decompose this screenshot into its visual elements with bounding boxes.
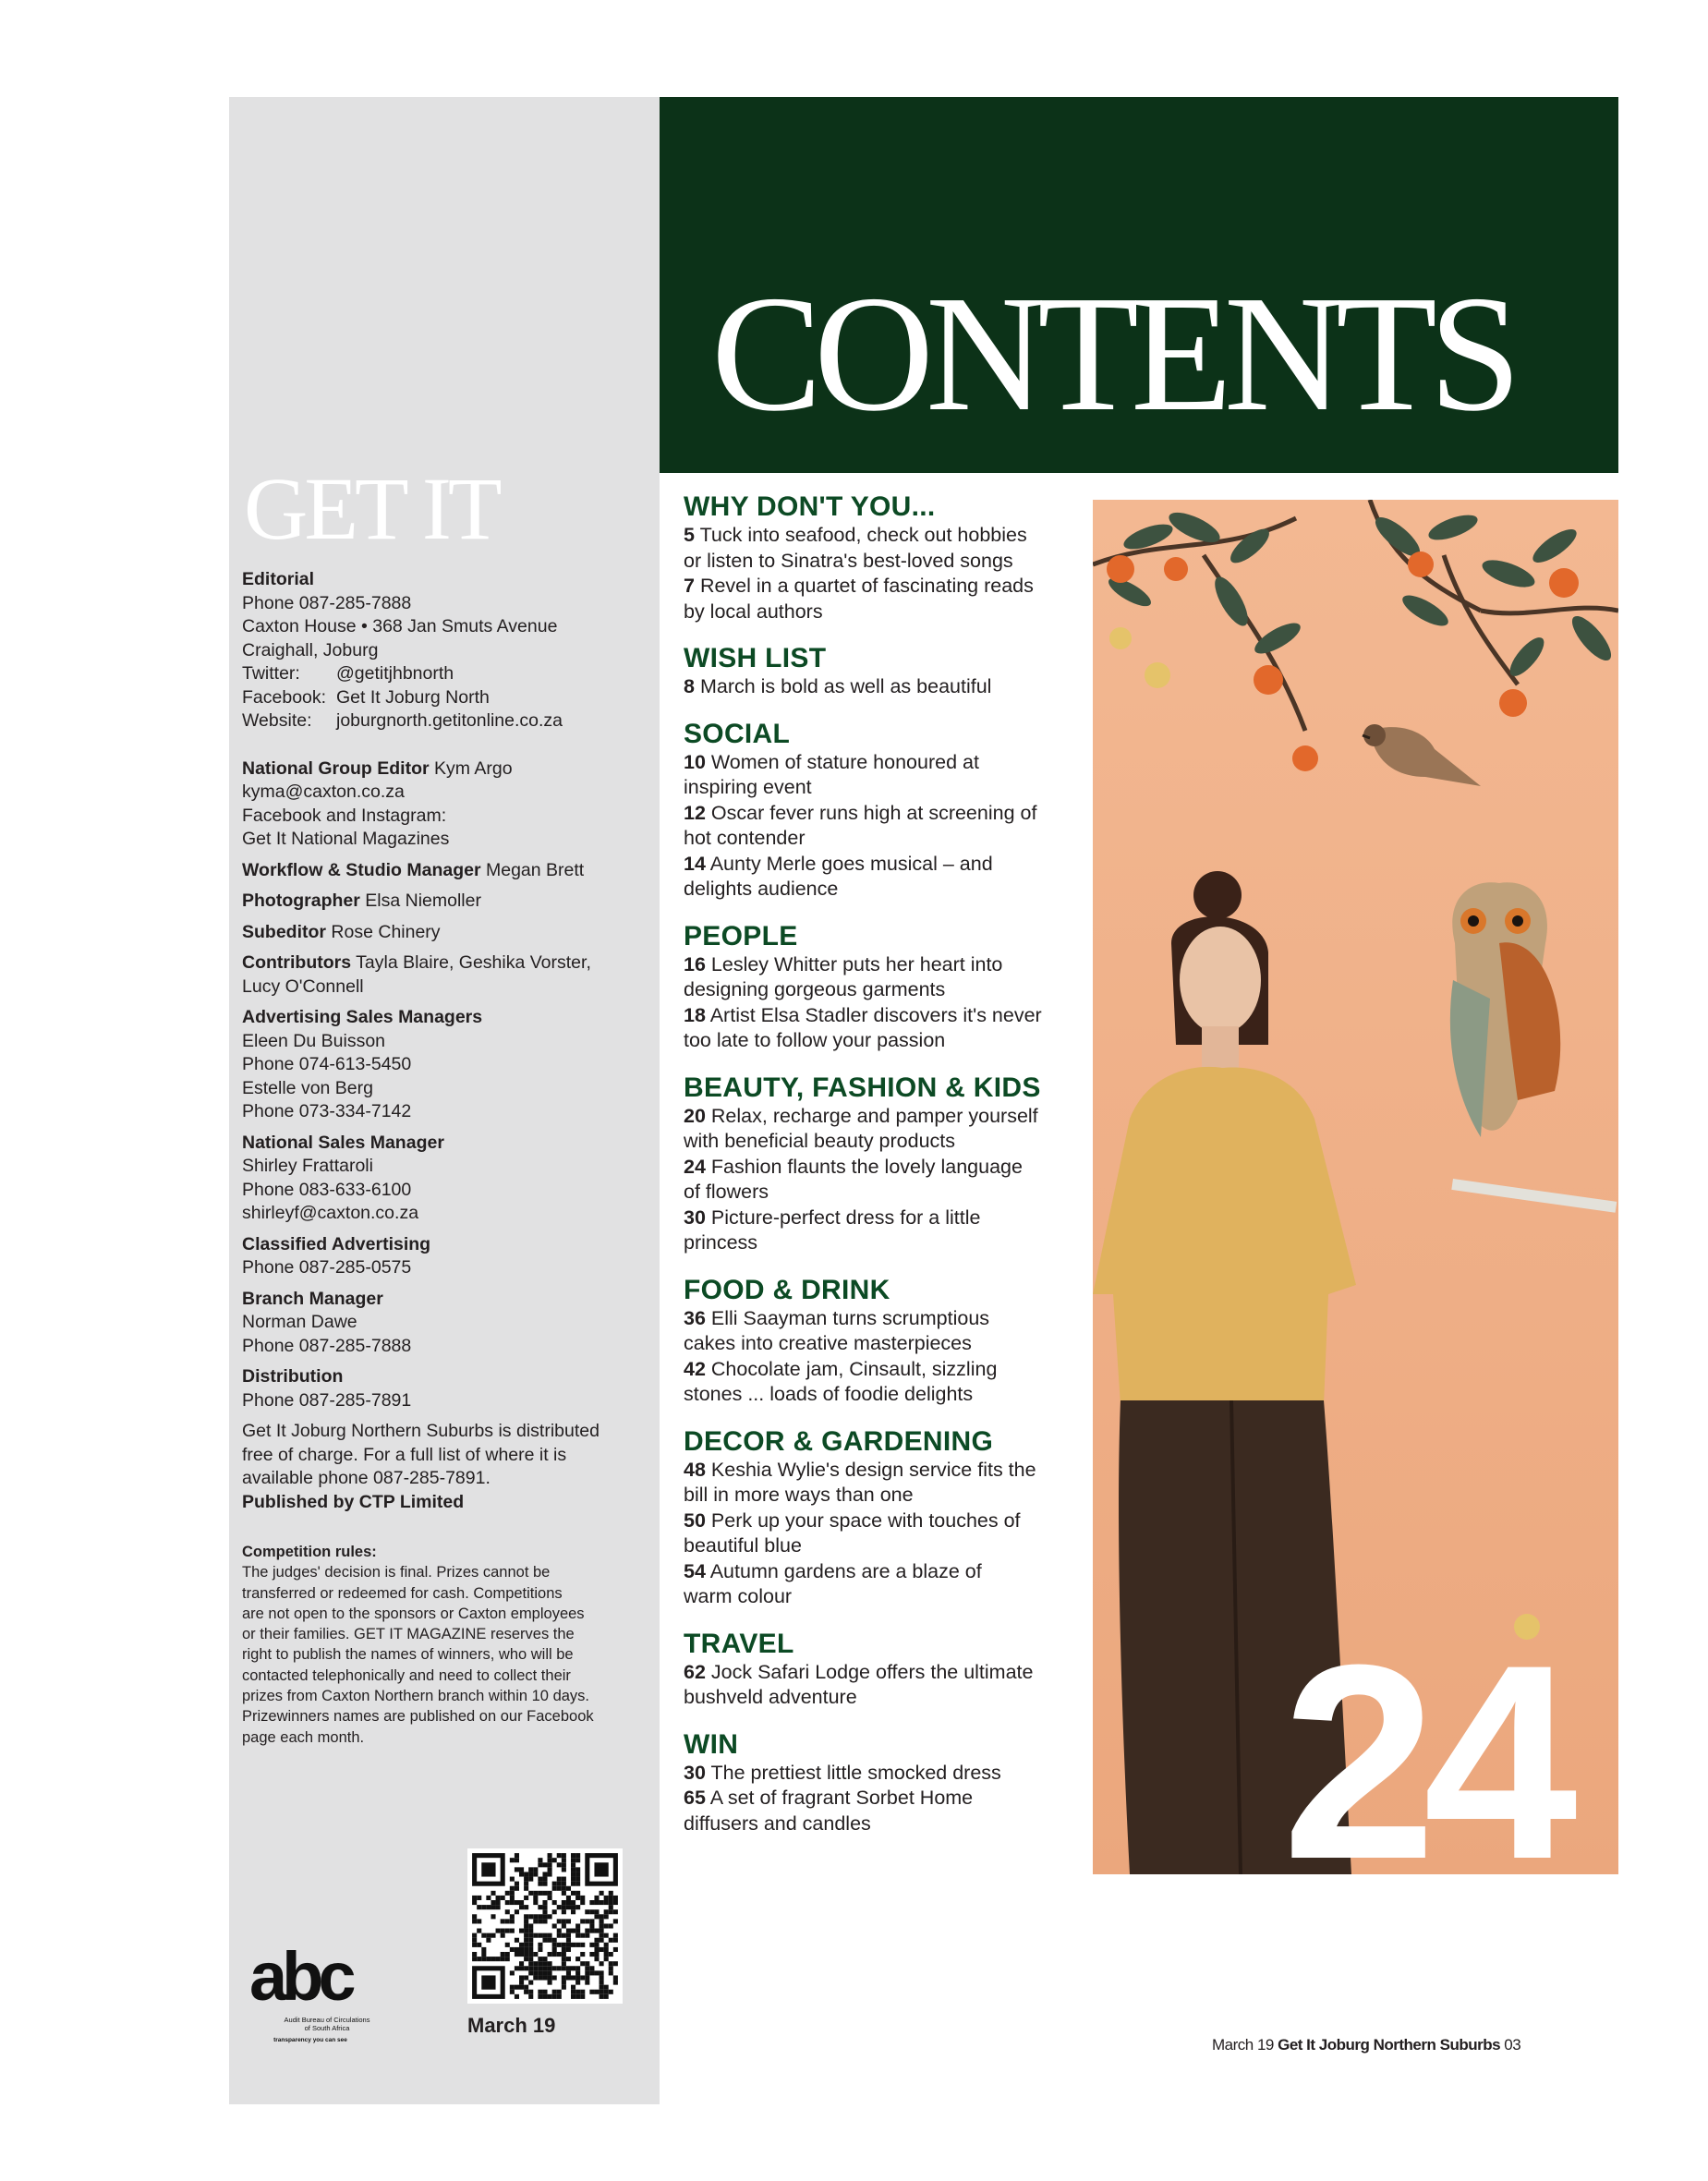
- toc-entry-title: Tuck into seafood, check out hobbies or listen to Sinatra's best-loved songs: [684, 524, 1027, 572]
- distribution-note-block: [242, 1420, 648, 1514]
- twitter-handle: @getitjhbnorth: [336, 663, 454, 684]
- photographer-name: Elsa Niemoller: [365, 891, 481, 911]
- photographer-block: [242, 890, 648, 914]
- toc-section: [684, 719, 1081, 903]
- toc-entry[interactable]: [684, 1357, 1081, 1408]
- workflow-line: [242, 859, 648, 883]
- twitter-label: Twitter:: [242, 663, 300, 684]
- toc-entry-page: 30: [684, 1761, 706, 1784]
- national-sales-block: [242, 1132, 648, 1226]
- toc-entry-title: Jock Safari Lodge offers the ultimate bushveld adventure: [684, 1660, 1034, 1708]
- contributors-role: Contributors: [242, 952, 352, 973]
- toc-entry-page: 20: [684, 1104, 706, 1127]
- classified-heading: Classified Advertising: [242, 1233, 431, 1254]
- distribution-phone: Phone 087-285-7891: [242, 1389, 412, 1411]
- national-editor-block: [242, 757, 648, 852]
- toc-section: [684, 643, 1081, 700]
- published-by: Published by CTP Limited: [242, 1491, 465, 1512]
- editorial-address-1: Caxton House • 368 Jan Smuts Avenue: [242, 616, 558, 636]
- toc-section: [684, 1729, 1081, 1837]
- advertising-heading: Advertising Sales Managers: [242, 1007, 483, 1027]
- toc-entry[interactable]: [684, 1206, 1081, 1256]
- toc-entry[interactable]: [684, 1660, 1081, 1711]
- national-sales-phone: Phone 083-633-6100: [242, 1179, 412, 1200]
- national-editor-line: [242, 757, 648, 782]
- toc-entry-title: Autumn gardens are a blaze of warm colour: [684, 1559, 982, 1607]
- branch-block: [242, 1288, 648, 1359]
- qr-code-graphic: [467, 1848, 623, 2004]
- toc-entry-page: 24: [684, 1155, 706, 1178]
- classified-phone: Phone 087-285-0575: [242, 1257, 412, 1278]
- editorial-website: [242, 709, 648, 733]
- distribution-note-1: Get It Joburg Northern Suburbs is distributed: [242, 1421, 600, 1441]
- toc-entry-title: Elli Saayman turns scrumptious cakes into creative masterpieces: [684, 1306, 990, 1354]
- toc-entry[interactable]: [684, 1559, 1081, 1610]
- editorial-block: [242, 568, 648, 733]
- toc-entry-page: 36: [684, 1306, 706, 1329]
- branch-name: Norman Dawe: [242, 1312, 357, 1332]
- branch-heading: Branch Manager: [242, 1288, 383, 1309]
- table-of-contents: [684, 491, 1081, 1855]
- toc-section: [684, 1426, 1081, 1610]
- toc-entry-page: 5: [684, 524, 695, 546]
- toc-entry[interactable]: [684, 1458, 1081, 1509]
- toc-entry-title: Lesley Whitter puts her heart into designing gorgeous garments: [684, 952, 1003, 1000]
- editorial-address-2: Craighall, Joburg: [242, 639, 379, 660]
- footer-issue: March 19: [1212, 2036, 1274, 2054]
- national-sales-email: shirleyf@caxton.co.za: [242, 1203, 419, 1223]
- toc-entry-title: Women of stature honoured at inspiring event: [684, 750, 979, 798]
- toc-entry-title: March is bold as well as beautiful: [699, 675, 992, 697]
- toc-entry[interactable]: [684, 1104, 1081, 1155]
- contributors-block: [242, 951, 648, 999]
- subeditor-block: [242, 921, 648, 945]
- national-sales-name: Shirley Frattaroli: [242, 1156, 373, 1176]
- toc-entry-title: The prettiest little smocked dress: [710, 1761, 1001, 1784]
- toc-entry-page: 54: [684, 1559, 706, 1582]
- cover-photo: [1093, 500, 1618, 1874]
- toc-entry[interactable]: [684, 1003, 1081, 1054]
- branch-phone: Phone 087-285-7888: [242, 1335, 412, 1356]
- advertising-block: [242, 1006, 648, 1124]
- toc-entry[interactable]: [684, 952, 1081, 1003]
- footer-publication: Get It Joburg Northern Suburbs: [1278, 2036, 1501, 2054]
- toc-section-title: WISH LIST: [684, 643, 827, 673]
- toc-entry-title: Artist Elsa Stadler discovers it's never too late to follow your passion: [684, 1003, 1042, 1051]
- qr-code[interactable]: [467, 1848, 623, 2004]
- advertising-phone-2: Phone 073-334-7142: [242, 1101, 412, 1121]
- advertising-phone-1: Phone 074-613-5450: [242, 1054, 412, 1074]
- toc-entry[interactable]: [684, 1509, 1081, 1559]
- facebook-label: Facebook:: [242, 686, 327, 708]
- editorial-facebook: [242, 686, 648, 710]
- toc-entry-title: Relax, recharge and pamper yourself with beneficial beauty products: [684, 1104, 1038, 1152]
- toc-section-title: WIN: [684, 1728, 739, 1760]
- toc-entry[interactable]: [684, 1306, 1081, 1357]
- toc-entry-title: A set of fragrant Sorbet Home diffusers and candles: [684, 1787, 974, 1835]
- editorial-twitter: [242, 662, 648, 686]
- toc-entry[interactable]: [684, 1155, 1081, 1206]
- subeditor-name: Rose Chinery: [331, 921, 441, 942]
- abc-caption-3: transparency you can see: [273, 2037, 347, 2043]
- toc-entry-page: 50: [684, 1509, 706, 1532]
- toc-entry[interactable]: [684, 1761, 1081, 1787]
- photographer-line: [242, 890, 648, 914]
- abc-logo-text: abc: [249, 1938, 351, 2015]
- toc-entry-page: 48: [684, 1458, 706, 1481]
- national-sales-heading: National Sales Manager: [242, 1132, 444, 1153]
- abc-logo: [244, 1933, 373, 2049]
- contributors-names-1: Tayla Blaire, Geshika Vorster,: [356, 952, 591, 973]
- toc-entry-page: 8: [684, 675, 695, 697]
- toc-entry-page: 7: [684, 575, 695, 597]
- editorial-phone: Phone 087-285-7888: [242, 592, 412, 613]
- distribution-note-2: free of charge. For a full list of where it is: [242, 1444, 567, 1465]
- national-editor-role: National Group Editor: [242, 757, 430, 779]
- toc-section-title: WHY DON'T YOU...: [684, 491, 936, 522]
- toc-section-title: TRAVEL: [684, 1628, 794, 1659]
- contributors-names-2: Lucy O'Connell: [242, 975, 364, 997]
- national-editor-name: Kym Argo: [434, 757, 513, 779]
- toc-section: [684, 1275, 1081, 1408]
- toc-entry-page: 10: [684, 750, 706, 773]
- subeditor-role: Subeditor: [242, 921, 326, 942]
- toc-entry-title: Perk up your space with touches of beautiful blue: [684, 1509, 1021, 1557]
- toc-entry[interactable]: [684, 1786, 1081, 1836]
- toc-section-title: PEOPLE: [684, 920, 798, 951]
- competition-rules-title: Competition rules:: [242, 1544, 377, 1560]
- qr-label: March 19: [467, 2014, 556, 2037]
- classified-block: [242, 1233, 648, 1280]
- toc-entry[interactable]: [684, 801, 1081, 852]
- page-footer: [1212, 2036, 1520, 2054]
- toc-entry-page: 12: [684, 801, 706, 824]
- distribution-heading: Distribution: [242, 1366, 344, 1387]
- national-editor-email: kyma@caxton.co.za: [242, 782, 405, 802]
- contents-header: [660, 97, 1618, 473]
- page-title: CONTENTS: [711, 261, 1513, 445]
- toc-section-title: SOCIAL: [684, 718, 791, 749]
- toc-entry-title: Keshia Wylie's design service fits the bill in more ways than one: [684, 1458, 1036, 1506]
- brand-logo: GET IT: [244, 459, 499, 558]
- national-editor-social: Get It National Magazines: [242, 829, 450, 849]
- advertising-name-1: Eleen Du Buisson: [242, 1030, 386, 1051]
- toc-entry-title: Chocolate jam, Cinsault, sizzling stones ... loads of foodie delights: [684, 1357, 998, 1405]
- toc-entry[interactable]: [684, 852, 1081, 903]
- competition-rules: [242, 1542, 648, 1748]
- national-editor-social-label: Facebook and Instagram:: [242, 805, 447, 826]
- website-url: joburgnorth.getitonline.co.za: [336, 710, 563, 731]
- toc-entry-page: 62: [684, 1660, 706, 1683]
- abc-caption-1: Audit Bureau of Circulations: [284, 2016, 370, 2024]
- photographer-role: Photographer: [242, 891, 360, 911]
- toc-entry-title: Oscar fever runs high at screening of hot contender: [684, 801, 1037, 849]
- distribution-block: [242, 1365, 648, 1412]
- contributors-line: [242, 951, 648, 975]
- toc-entry-page: 14: [684, 852, 706, 875]
- advertising-name-2: Estelle von Berg: [242, 1077, 373, 1098]
- toc-entry-page: 16: [684, 952, 706, 975]
- distribution-note-3: available phone 087-285-7891.: [242, 1468, 491, 1488]
- workflow-role: Workflow & Studio Manager: [242, 859, 481, 880]
- toc-entry-page: 42: [684, 1357, 706, 1380]
- toc-section: [684, 1629, 1081, 1711]
- facebook-page: Get It Joburg North: [336, 686, 490, 708]
- workflow-name: Megan Brett: [486, 859, 585, 880]
- toc-section-title: BEAUTY, FASHION & KIDS: [684, 1072, 1041, 1103]
- workflow-block: [242, 859, 648, 883]
- toc-entry[interactable]: [684, 574, 1081, 624]
- toc-section: [684, 1072, 1081, 1256]
- toc-section-title: FOOD & DRINK: [684, 1274, 890, 1305]
- toc-section-title: DECOR & GARDENING: [684, 1425, 994, 1457]
- toc-entry-page: 18: [684, 1003, 706, 1026]
- footer-page-number: 03: [1504, 2036, 1521, 2054]
- masthead-sidebar: [229, 97, 660, 2104]
- masthead-credits: [242, 568, 648, 1521]
- abc-caption-2: of South Africa: [304, 2024, 350, 2032]
- toc-entry[interactable]: [684, 674, 1081, 700]
- editorial-heading: Editorial: [242, 569, 315, 589]
- toc-entry-title: Picture-perfect dress for a little princess: [684, 1206, 981, 1254]
- toc-entry-title: Revel in a quartet of fascinating reads by local authors: [684, 575, 1034, 623]
- toc-entry-title: Fashion flaunts the lovely language of flowers: [684, 1155, 1023, 1203]
- toc-entry-page: 30: [684, 1206, 706, 1229]
- toc-section: [684, 491, 1081, 624]
- website-label: Website:: [242, 710, 312, 731]
- toc-section: [684, 921, 1081, 1054]
- competition-rules-text: The judges' decision is final. Prizes cannot be transferred or redeemed for cash. Competitions are not open to the sponsors or Caxton employees or their families. GET IT MAGAZINE reserves the right to publish the names of winners, who will be contacted telephonically and need to collect their prizes from Caxton Northern branch within 10 days. Prizewinners names are published on our Facebook page each month.: [242, 1564, 594, 1746]
- toc-entry-title: Aunty Merle goes musical – and delights audience: [684, 852, 993, 900]
- toc-entry[interactable]: [684, 523, 1081, 574]
- toc-entry-page: 65: [684, 1787, 706, 1809]
- toc-entry[interactable]: [684, 750, 1081, 801]
- fashion-photo-illustration: [1093, 500, 1618, 1874]
- subeditor-line: [242, 921, 648, 945]
- featured-page-number: 24: [1282, 1606, 1565, 1874]
